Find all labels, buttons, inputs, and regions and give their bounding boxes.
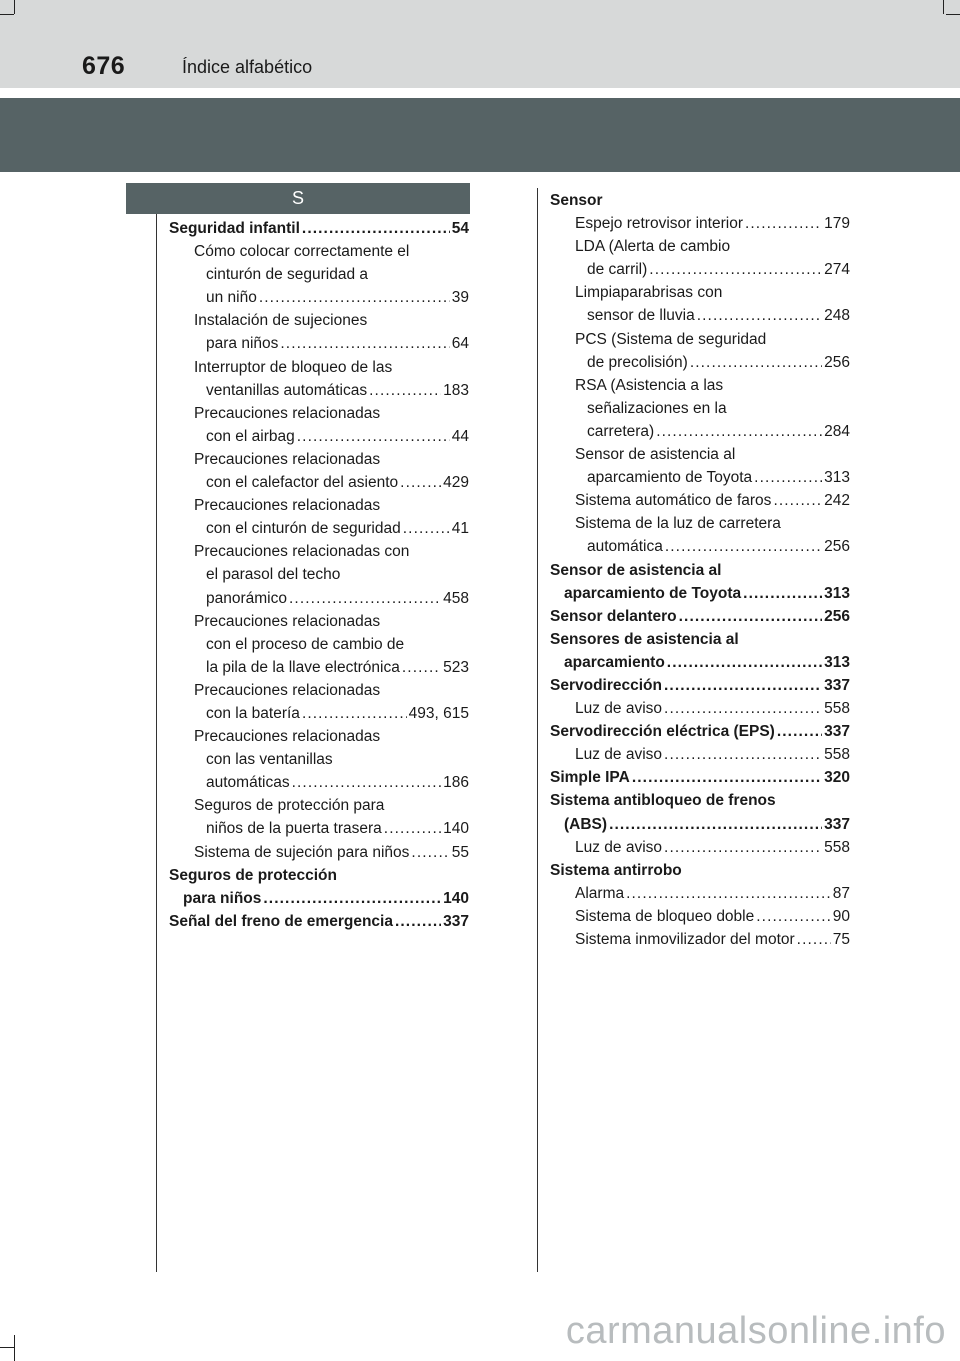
index-entry-text	[169, 748, 469, 771]
dot-leader	[777, 720, 822, 743]
index-entry	[169, 425, 469, 448]
index-entry	[169, 887, 469, 910]
index-entry-label: Sistema de bloqueo doble	[575, 907, 755, 925]
dot-leader	[280, 332, 449, 355]
index-entry-text	[550, 189, 850, 212]
index-entry-label: de precolisión)	[587, 353, 688, 371]
index-entry	[550, 535, 850, 558]
watermark: carmanualsonline.info	[565, 1310, 946, 1352]
index-entry	[550, 766, 850, 789]
index-page-ref: 256	[824, 607, 850, 625]
index-entry-label: Precauciones relacionadas	[194, 497, 381, 515]
crop-mark	[14, 0, 15, 14]
index-page-ref: 558	[824, 838, 850, 856]
index-entry-text	[550, 559, 850, 582]
section-title: Índice alfabético	[182, 57, 313, 77]
index-entry-label: Sensor delantero	[550, 607, 677, 625]
index-entry-label: Cómo colocar correctamente el	[194, 243, 410, 261]
index-page-ref: 274	[824, 261, 850, 279]
index-entry-label: sensor de lluvia	[587, 307, 695, 325]
index-entry-label: automática	[587, 538, 663, 556]
index-entry-label: Luz de aviso	[575, 838, 663, 856]
index-entry	[169, 217, 469, 240]
index-page-ref: 55	[451, 843, 469, 861]
dot-leader	[395, 910, 441, 933]
index-page-ref: 248	[824, 307, 850, 325]
index-entry-text	[169, 540, 469, 563]
dot-leader	[292, 771, 442, 794]
index-entry	[550, 905, 850, 928]
index-entry	[169, 771, 469, 794]
index-entry-label: Servodirección	[550, 676, 662, 694]
index-entry-label: Sistema automático de faros	[575, 492, 772, 510]
index-entry	[169, 517, 469, 540]
index-entry	[550, 605, 850, 628]
index-entry-text	[169, 725, 469, 748]
index-entry-label: aparcamiento de Toyota	[564, 584, 742, 602]
dot-leader	[297, 425, 450, 448]
dot-leader	[773, 489, 822, 512]
index-entry-label: Simple IPA	[550, 769, 630, 787]
index-entry	[169, 656, 469, 679]
index-page-ref: 558	[824, 746, 850, 764]
index-entry-label: Precauciones relacionadas	[194, 612, 381, 630]
index-entry-label: Precauciones relacionadas	[194, 681, 381, 699]
dot-leader	[664, 697, 822, 720]
index-entry	[169, 817, 469, 840]
index-entry-text	[550, 328, 850, 351]
index-entry-label: (ABS)	[564, 815, 608, 833]
index-page-ref: 39	[451, 289, 469, 307]
index-page-ref: 256	[824, 353, 850, 371]
dot-leader	[263, 887, 441, 910]
crop-mark	[943, 0, 944, 14]
index-entry-label: Seguros de protección	[169, 866, 337, 884]
index-entry	[550, 697, 850, 720]
index-page-ref: 183	[443, 381, 469, 399]
dot-leader	[259, 286, 450, 309]
header-band	[0, 0, 960, 88]
index-entry	[550, 466, 850, 489]
crop-mark	[0, 1347, 14, 1348]
index-entry-label: automáticas	[206, 774, 290, 792]
index-entry-label: panorámico	[206, 589, 287, 607]
index-page-ref: 75	[832, 931, 850, 948]
index-entry-label: Sistema de sujeción para niños	[194, 843, 410, 861]
index-entry-label: con el airbag	[206, 427, 295, 445]
crop-mark	[946, 14, 960, 15]
index-page-ref: 64	[451, 335, 469, 353]
index-entry-label: señalizaciones en la	[587, 399, 727, 417]
index-entry-label: Sistema de la luz de carretera	[575, 515, 781, 533]
index-page-ref: 320	[824, 769, 850, 787]
dot-leader	[411, 841, 449, 864]
dot-leader	[302, 217, 450, 240]
index-entry-label: ventanillas automáticas	[206, 381, 368, 399]
dot-leader	[289, 587, 441, 610]
dot-leader	[743, 582, 822, 605]
index-entry	[550, 489, 850, 512]
dot-leader	[369, 379, 441, 402]
index-entry-label: de carril)	[587, 261, 648, 279]
dot-leader	[756, 905, 831, 928]
index-entry-text	[169, 610, 469, 633]
index-entry	[169, 702, 469, 725]
dot-leader	[667, 651, 822, 674]
dot-leader	[402, 656, 441, 679]
index-entry-label: con el proceso de cambio de	[206, 635, 405, 653]
index-entry-label: PCS (Sistema de seguridad	[575, 330, 767, 348]
index-entry-label: para niños	[206, 335, 279, 353]
index-page-ref: 179	[824, 215, 850, 233]
index-page-ref: 140	[443, 889, 469, 907]
index-entry	[550, 882, 850, 905]
index-entry-label: Precauciones relacionadas con	[194, 543, 410, 561]
index-entry-label: aparcamiento de Toyota	[587, 469, 753, 487]
index-entry-label: Limpiaparabrisas con	[575, 284, 723, 302]
index-entry-label: Sensor	[550, 192, 603, 209]
dot-leader	[400, 471, 441, 494]
crop-mark	[14, 1335, 15, 1361]
index-entry	[550, 720, 850, 743]
index-entry-label: niños de la puerta trasera	[206, 820, 382, 838]
index-entry-label: Luz de aviso	[575, 700, 663, 718]
index-page-ref: 313	[824, 653, 850, 671]
index-page-ref: 429	[443, 474, 469, 492]
index-page-ref: 337	[824, 676, 850, 694]
index-entry-text	[550, 859, 850, 882]
index-entry-text	[550, 397, 850, 420]
index-entry	[550, 420, 850, 443]
index-page-ref: 256	[824, 538, 850, 556]
dot-leader	[664, 836, 822, 859]
index-entry-text	[550, 374, 850, 397]
dot-leader	[679, 605, 823, 628]
index-page-ref: 313	[824, 469, 850, 487]
index-entry-text	[169, 794, 469, 817]
index-page-ref: 90	[832, 907, 850, 925]
index-entry-label: Servodirección eléctrica (EPS)	[550, 723, 775, 741]
index-entry	[550, 928, 850, 951]
index-page-ref: 41	[451, 520, 469, 538]
index-entry-label: carretera)	[587, 422, 655, 440]
index-entry	[169, 286, 469, 309]
index-page-ref: 458	[443, 589, 469, 607]
page-number: 676	[82, 52, 126, 80]
index-entry-text	[169, 864, 469, 887]
index-column-left	[169, 217, 469, 933]
index-entry	[550, 836, 850, 859]
index-entry-text	[550, 281, 850, 304]
index-page-ref: 337	[824, 723, 850, 741]
index-entry-text	[169, 402, 469, 425]
index-entry-text	[169, 679, 469, 702]
index-entry-text	[550, 512, 850, 535]
index-entry-text	[169, 240, 469, 263]
index-page-ref: 44	[451, 427, 469, 445]
index-entry-text	[169, 309, 469, 332]
index-entry-label: cinturón de seguridad a	[206, 266, 369, 284]
index-letter-heading: S	[126, 183, 470, 214]
index-page-ref: 87	[832, 884, 850, 902]
index-entry-text	[550, 443, 850, 466]
index-page-ref: 186	[443, 774, 469, 792]
index-entry-text	[169, 263, 469, 286]
header-dark-band	[0, 98, 960, 172]
right-column-rule	[537, 188, 538, 1272]
index-entry-label: RSA (Asistencia a las	[575, 376, 724, 394]
index-entry-label: aparcamiento	[564, 653, 665, 671]
index-entry-text	[169, 448, 469, 471]
index-entry-label: Sistema inmovilizador del motor	[575, 931, 795, 948]
index-page-ref: 313	[824, 584, 850, 602]
dot-leader	[664, 743, 822, 766]
dot-leader	[697, 304, 822, 327]
dot-leader	[664, 674, 822, 697]
index-entry-label: la pila de la llave electrónica	[206, 658, 400, 676]
dot-leader	[384, 817, 441, 840]
index-entry-text	[550, 789, 850, 812]
index-entry-label: Precauciones relacionadas	[194, 728, 381, 746]
index-entry-label: Luz de aviso	[575, 746, 663, 764]
index-entry-label: un niño	[206, 289, 257, 307]
index-entry	[550, 743, 850, 766]
index-page-ref: 337	[824, 815, 850, 833]
index-entry-label: con las ventanillas	[206, 751, 333, 769]
index-entry-label: con el cinturón de seguridad	[206, 520, 401, 538]
dot-leader	[665, 535, 822, 558]
index-entry	[550, 582, 850, 605]
index-page-ref: 140	[443, 820, 469, 838]
index-entry-text	[550, 235, 850, 258]
dot-leader	[745, 212, 822, 235]
index-page-ref: 558	[824, 700, 850, 718]
index-entry	[169, 379, 469, 402]
index-entry-label: Seguros de protección para	[194, 797, 385, 815]
index-entry-label: Sistema antirrobo	[550, 861, 682, 879]
index-entry-label: para niños	[183, 889, 262, 907]
index-page-ref: 54	[451, 220, 469, 237]
dot-leader	[649, 258, 822, 281]
index-page-ref: 523	[443, 658, 469, 676]
index-entry	[169, 471, 469, 494]
index-entry-label: LDA (Alerta de cambio	[575, 238, 731, 256]
dot-leader	[656, 420, 822, 443]
index-entry-label: el parasol del techo	[206, 566, 341, 584]
index-entry-text	[550, 628, 850, 651]
index-entry	[550, 258, 850, 281]
index-entry-label: Alarma	[575, 884, 625, 902]
index-entry	[169, 587, 469, 610]
index-page-ref: 493, 615	[408, 704, 469, 722]
index-entry	[550, 813, 850, 836]
index-entry	[169, 332, 469, 355]
index-entry-label: con el calefactor del asiento	[206, 474, 399, 492]
index-entry	[550, 304, 850, 327]
dot-leader	[609, 813, 822, 836]
index-entry-text	[169, 563, 469, 586]
index-entry-label: Seguridad infantil	[169, 220, 300, 237]
index-entry-label: Sensores de asistencia al	[550, 630, 739, 648]
index-entry-label: Interruptor de bloqueo de las	[194, 358, 393, 376]
crop-mark	[0, 14, 14, 15]
dot-leader	[797, 928, 831, 951]
index-entry-label: Precauciones relacionadas	[194, 404, 381, 422]
index-entry-label: Espejo retrovisor interior	[575, 215, 743, 233]
index-column-right	[550, 189, 850, 951]
index-page-ref: 284	[824, 422, 850, 440]
dot-leader	[403, 517, 450, 540]
index-page-ref: 242	[824, 492, 850, 510]
index-entry	[550, 651, 850, 674]
index-entry	[550, 212, 850, 235]
index-entry-text	[169, 494, 469, 517]
index-entry-label: Sensor de asistencia al	[575, 446, 736, 464]
dot-leader	[754, 466, 822, 489]
index-entry	[169, 910, 469, 933]
index-page-ref: 337	[443, 912, 469, 930]
index-entry	[550, 674, 850, 697]
index-entry-label: Señal del freno de emergencia	[169, 912, 393, 930]
dot-leader	[690, 351, 822, 374]
dot-leader	[632, 766, 822, 789]
index-entry-label: con la batería	[206, 704, 300, 722]
index-entry	[550, 351, 850, 374]
index-entry-label: Sensor de asistencia al	[550, 561, 722, 579]
index-entry-label: Instalación de sujeciones	[194, 312, 368, 330]
index-entry-label: Sistema antibloqueo de frenos	[550, 792, 776, 810]
index-entry	[169, 841, 469, 864]
index-entry-label: Precauciones relacionadas	[194, 450, 381, 468]
left-column-rule	[156, 214, 157, 1272]
dot-leader	[302, 702, 407, 725]
dot-leader	[626, 882, 831, 905]
index-entry-text	[169, 356, 469, 379]
index-entry-text	[169, 633, 469, 656]
